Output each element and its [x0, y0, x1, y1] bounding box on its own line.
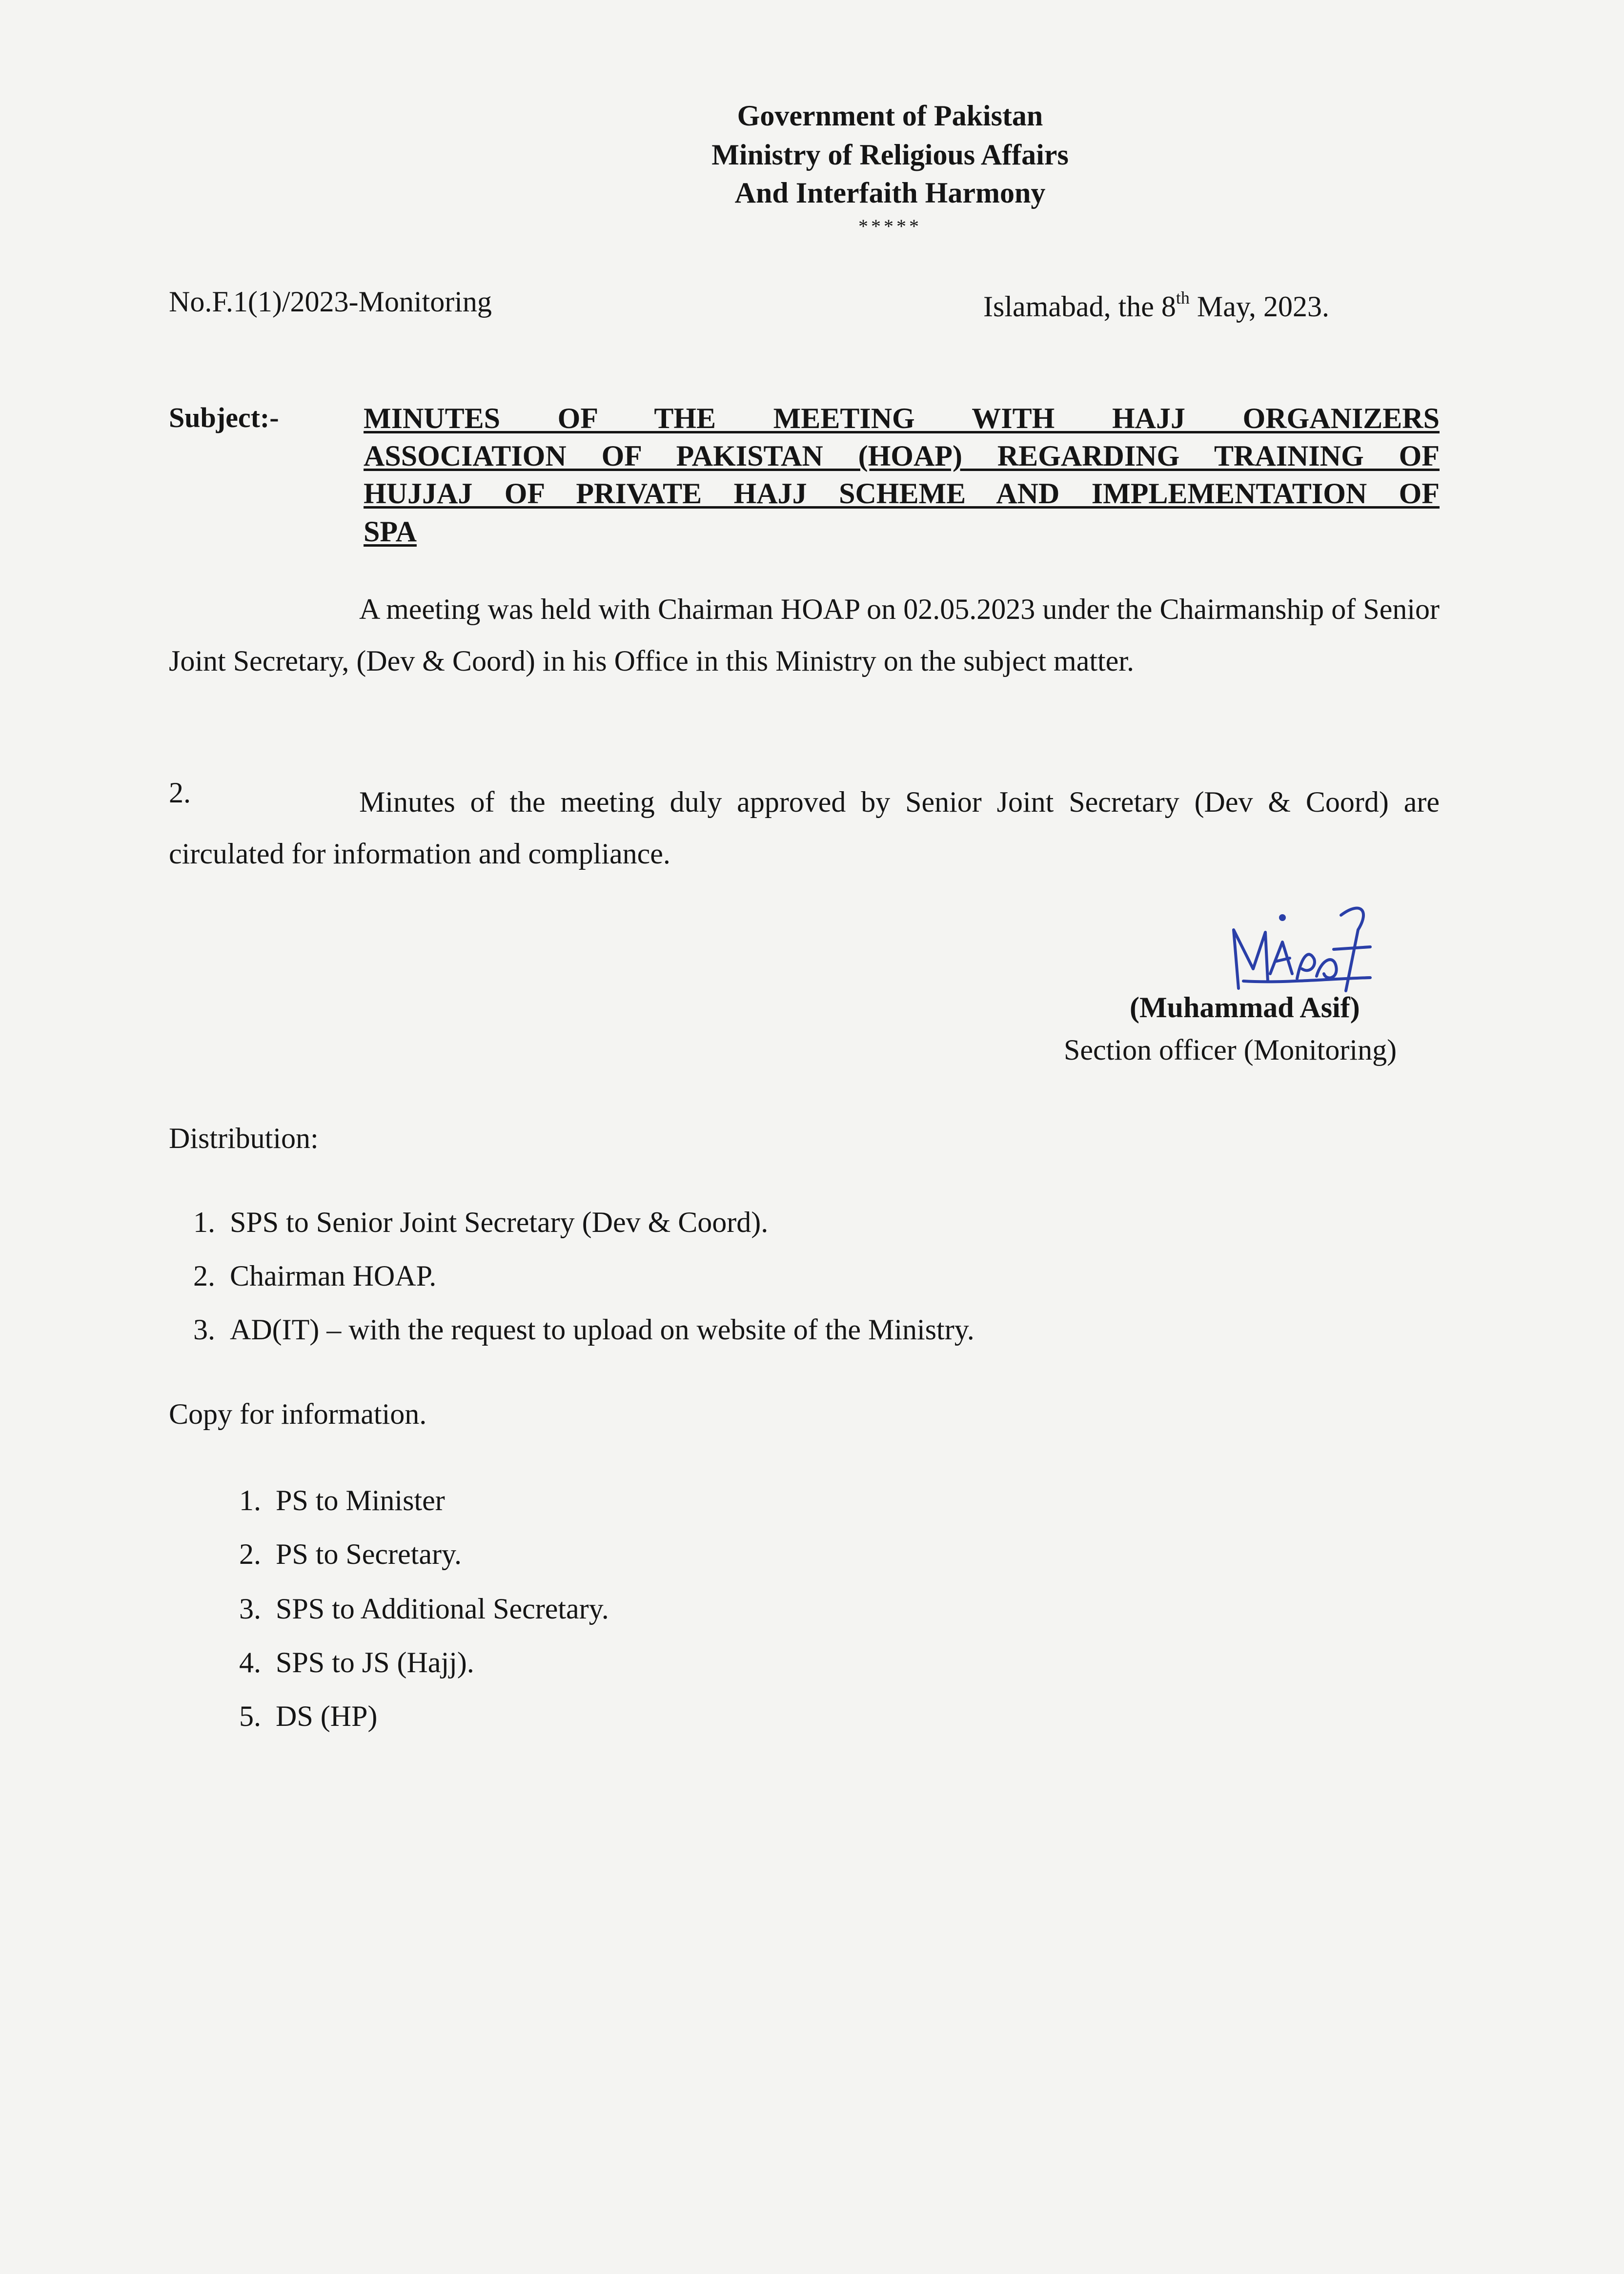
header-stars: *****: [858, 215, 922, 237]
list-item-text: SPS to Additional Secretary.: [276, 1593, 609, 1625]
list-item-text: SPS to Senior Joint Secretary (Dev & Coord).: [230, 1206, 769, 1238]
copy-heading: Copy for information.: [169, 1398, 427, 1430]
date-suffix: May, 2023.: [1189, 290, 1329, 323]
handwritten-signature: [1224, 896, 1385, 993]
list-item-text: PS to Minister: [276, 1484, 445, 1516]
list-item: [215, 1537, 462, 1571]
distribution-heading: Distribution:: [169, 1122, 319, 1154]
paragraph-2: [169, 776, 1440, 880]
paragraph-1: [169, 583, 1440, 687]
header-harmony: And Interfaith Harmony: [734, 177, 1046, 209]
list-item-number: 2.: [193, 1260, 215, 1292]
list-item: [215, 1700, 377, 1733]
list-item-number: 5.: [239, 1700, 261, 1732]
date-superscript: th: [1176, 288, 1190, 307]
list-item-number: 1.: [239, 1484, 261, 1516]
date-prefix: Islamabad, the 8: [983, 290, 1176, 323]
list-item-number: 4.: [239, 1646, 261, 1679]
list-item: [169, 1259, 436, 1293]
header-ministry: Ministry of Religious Affairs: [711, 139, 1069, 171]
subject-line-1: MINUTES OF THE MEETING WITH HAJJ ORGANIZERS: [364, 402, 1440, 434]
list-item: [215, 1646, 474, 1680]
list-item-text: AD(IT) – with the request to upload on website of the Ministry.: [230, 1313, 974, 1346]
subject-line-4: SPA: [364, 515, 417, 548]
subject-line-2: ASSOCIATION OF PAKISTAN (HOAP) REGARDING TRAINING OF: [364, 440, 1440, 472]
list-item-text: Chairman HOAP.: [230, 1260, 437, 1292]
paragraph-1-text: A meeting was held with Chairman HOAP on 02.05.2023 under the Chairmanship of Senior Joint Secretary, (Dev & Coord) in his Office in this Ministry on the subject matter.: [169, 593, 1440, 677]
list-item-text: SPS to JS (Hajj).: [276, 1646, 474, 1679]
list-item: [169, 1206, 768, 1239]
subject-label: Subject:-: [169, 402, 279, 433]
subject-line-3: HUJJAJ OF PRIVATE HAJJ SCHEME AND IMPLEMENTATION OF: [364, 477, 1440, 510]
list-item: [215, 1592, 609, 1626]
header-government: Government of Pakistan: [737, 100, 1043, 132]
paragraph-2-text: Minutes of the meeting duly approved by Senior Joint Secretary (Dev & Coord) are circulated for information and compliance.: [169, 786, 1440, 870]
signatory-title: Section officer (Monitoring): [1064, 1034, 1397, 1066]
paragraph-2-number: 2.: [169, 777, 191, 809]
signatory-name: (Muhammad Asif): [1130, 991, 1360, 1024]
list-item: [169, 1313, 974, 1347]
list-item: [215, 1484, 445, 1517]
list-item-text: DS (HP): [276, 1700, 378, 1732]
reference-number: No.F.1(1)/2023-Monitoring: [169, 286, 492, 318]
list-item-text: PS to Secretary.: [276, 1538, 462, 1570]
list-item-number: 3.: [193, 1313, 215, 1346]
list-item-number: 2.: [239, 1538, 261, 1570]
list-item-number: 1.: [193, 1206, 215, 1238]
list-item-number: 3.: [239, 1593, 261, 1625]
document-date: [983, 290, 1329, 324]
